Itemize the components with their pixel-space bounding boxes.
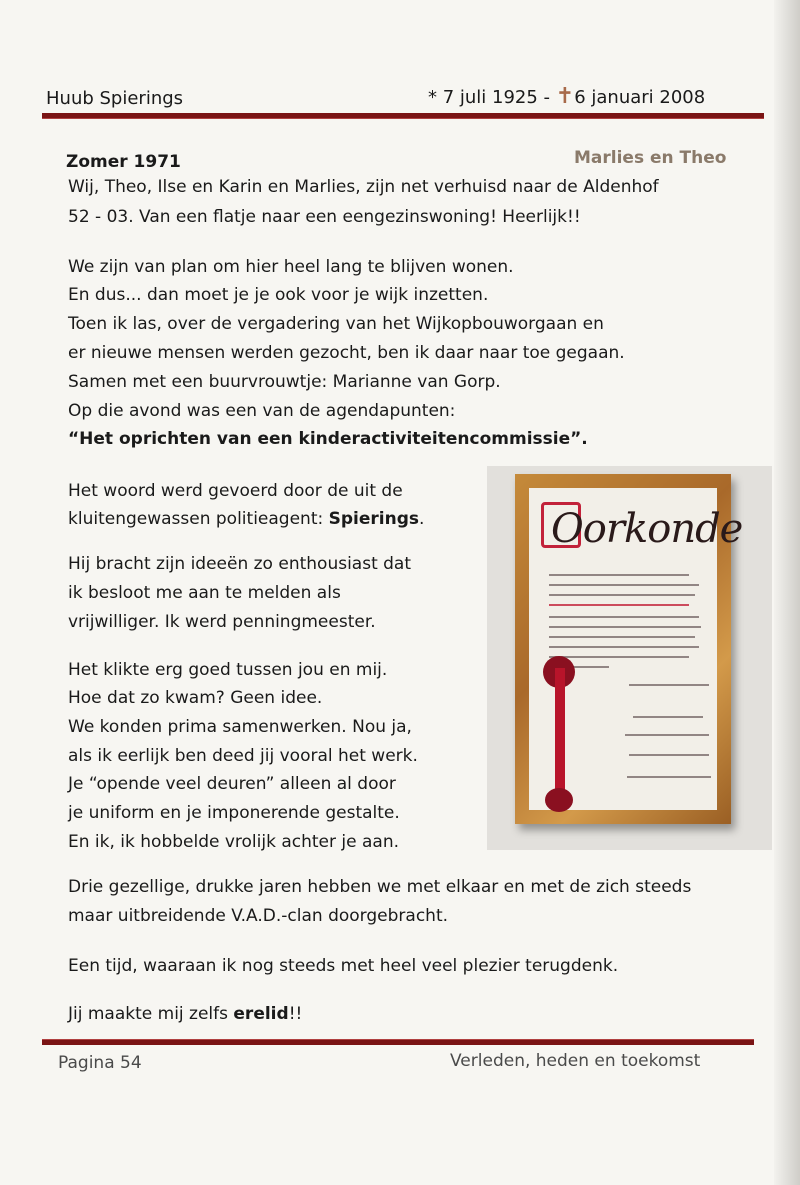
header-dates xyxy=(428,84,705,109)
page-number: Pagina 54 xyxy=(58,1053,142,1073)
text-line: We zijn van plan om hier heel lang te blijven wonen. xyxy=(68,257,514,277)
text-line: We konden prima samenwerken. Nou ja, xyxy=(68,717,412,737)
footer-title: Verleden, heden en toekomst xyxy=(450,1051,701,1071)
handwriting-stroke xyxy=(549,636,695,638)
text-fragment: !! xyxy=(288,1004,303,1024)
certificate-heading-image: Oorkonde xyxy=(551,506,743,552)
text-line: Hoe dat zo kwam? Geen idee. xyxy=(68,688,323,708)
author-signature: Marlies en Theo xyxy=(574,148,727,168)
signature-stroke xyxy=(625,734,709,736)
certificate-paper xyxy=(529,488,743,810)
text-fragment: Jij maakte mij zelfs xyxy=(68,1004,234,1024)
handwriting-stroke xyxy=(629,684,709,686)
red-ribbon xyxy=(555,668,565,808)
page-edge xyxy=(774,0,800,1185)
handwriting-stroke xyxy=(549,646,699,648)
text-line: als ik eerlijk ben deed jij vooral het werk. xyxy=(68,746,418,766)
text-line: vrijwilliger. Ik werd penningmeester. xyxy=(68,612,376,632)
header-rule xyxy=(42,113,764,119)
handwriting-stroke xyxy=(549,574,689,576)
text-line: Toen ik las, over de vergadering van het Wijkopbouworgaan en xyxy=(68,314,604,334)
handwriting-stroke xyxy=(549,626,701,628)
text-line: Op die avond was een van de agendapunten: xyxy=(68,401,456,421)
text-line: maar uitbreidende V.A.D.-clan doorgebracht. xyxy=(68,906,449,926)
wax-seal xyxy=(545,788,573,812)
footer-rule xyxy=(42,1039,754,1045)
text-line: Hij bracht zijn ideeën zo enthousiast dat xyxy=(68,554,412,574)
text-line: er nieuwe mensen werden gezocht, ben ik daar naar toe gegaan. xyxy=(68,343,625,363)
signature-stroke xyxy=(633,716,703,718)
text-line: Samen met een buurvrouwtje: Marianne van Gorp. xyxy=(68,372,501,392)
text-line xyxy=(68,1004,302,1024)
death-date: 6 januari 2008 xyxy=(574,87,706,108)
handwriting-stroke xyxy=(549,604,689,606)
text-line: Het klikte erg goed tussen jou en mij. xyxy=(68,660,388,680)
emphasis-erelid: erelid xyxy=(233,1004,289,1024)
certificate-photo xyxy=(487,466,772,850)
text-fragment: kluitengewassen politieagent: xyxy=(68,509,329,529)
emphasis-spierings: Spierings xyxy=(328,509,419,529)
header-name: Huub Spierings xyxy=(46,88,184,109)
handwriting-stroke xyxy=(549,584,699,586)
signature-stroke xyxy=(629,754,709,756)
cross-icon: ✝ xyxy=(555,84,575,109)
handwriting-stroke xyxy=(549,656,689,658)
text-line: Het woord werd gevoerd door de uit de xyxy=(68,481,403,501)
text-line: Drie gezellige, drukke jaren hebben we met elkaar en met de zich steeds xyxy=(68,877,692,897)
text-fragment: . xyxy=(419,509,425,529)
handwriting-stroke xyxy=(549,594,695,596)
text-line: Een tijd, waaraan ik nog steeds met heel veel plezier terugdenk. xyxy=(68,956,619,976)
agenda-item: “Het oprichten van een kinderactiviteitencommissie”. xyxy=(68,429,588,449)
text-line: 52 - 03. Van een flatje naar een eengezinswoning! Heerlijk!! xyxy=(68,207,581,227)
signature-stroke xyxy=(627,776,711,778)
text-line: En ik, ik hobbelde vrolijk achter je aan. xyxy=(68,832,400,852)
birth-date: * 7 juli 1925 - xyxy=(428,87,556,108)
text-line: Wij, Theo, Ilse en Karin en Marlies, zijn net verhuisd naar de Aldenhof xyxy=(68,177,659,197)
text-line: ik besloot me aan te melden als xyxy=(68,583,341,603)
text-line: Je “opende veel deuren” alleen al door xyxy=(68,774,396,794)
handwriting-stroke xyxy=(549,616,699,618)
section-title: Zomer 1971 xyxy=(66,152,181,172)
text-line xyxy=(68,509,424,529)
text-line: je uniform en je imponerende gestalte. xyxy=(68,803,400,823)
picture-frame xyxy=(515,474,743,824)
text-line: En dus... dan moet je je ook voor je wijk inzetten. xyxy=(68,285,489,305)
